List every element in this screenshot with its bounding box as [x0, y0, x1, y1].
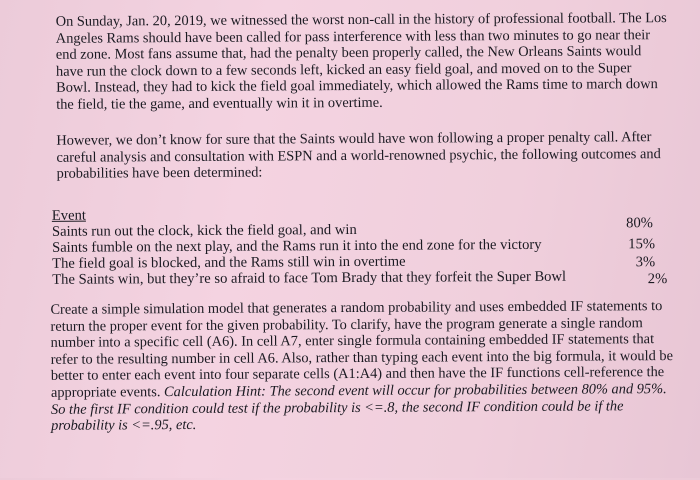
outcomes-intro-paragraph: However, we don’t know for sure that the Saints would have won following a proper penalty call. After careful analysis and consultation with ESPN and a world-renowned psychic, the following outcomes and probabilities have been determined:	[56, 129, 661, 182]
event-text: The Saints win, but they’re so afraid to face Tom Brady that they forfeit the Super Bowl	[52, 268, 567, 288]
instructions-text: Create a simple simulation model that generates a random probability and uses embedded IF statements to return the proper event for the given probability. To clarify, have the program generate a single random number into a specific cell (A6). In cell A7, enter single formula containing embedded IF statements that refer to the resulting number in cell A6. Also, rather than typing each event into the big formula, it would be better to enter each event into four separate cells (A1:A4) and then have the IF functions cell-reference the appropriate events.	[50, 298, 674, 401]
instructions-paragraph	[50, 298, 676, 435]
event-text: Saints fumble on the next play, and the Rams run it into the end zone for the victory	[51, 236, 542, 256]
events-table	[52, 204, 667, 288]
event-probability: 80%	[626, 215, 653, 232]
events-header: Event	[51, 207, 86, 224]
intro-paragraph: On Sunday, Jan. 20, 2019, we witnessed the worst non-call in the history of professional football. The Los Angeles Rams should have been called for pass interference with less than two minutes to go near their end zone. Most fans assume that, had the penalty been properly called, the New Orleans Saints would have run the clock down to a few seconds left, kicked an easy field goal, and moved on to the Super Bowl. Instead, they had to kick the field goal immediately, which allowed the Rams time to march down the field, tie the game, and eventually win it in overtime.	[55, 10, 667, 113]
event-probability: 3%	[635, 254, 656, 271]
calculation-hint: Calculation Hint: The second event will occur for probabilities between 80% and 95%. So the first IF condition could test if the probability is <=.8, the second IF condition could be if the probability is <=.95, etc.	[50, 381, 667, 434]
event-probability: 15%	[628, 236, 656, 253]
event-text: Saints run out the clock, kick the field goal, and win	[51, 221, 357, 240]
event-text: The field goal is blocked, and the Rams still win in overtime	[52, 253, 406, 272]
event-probability: 2%	[647, 271, 668, 288]
event-row	[52, 268, 667, 288]
